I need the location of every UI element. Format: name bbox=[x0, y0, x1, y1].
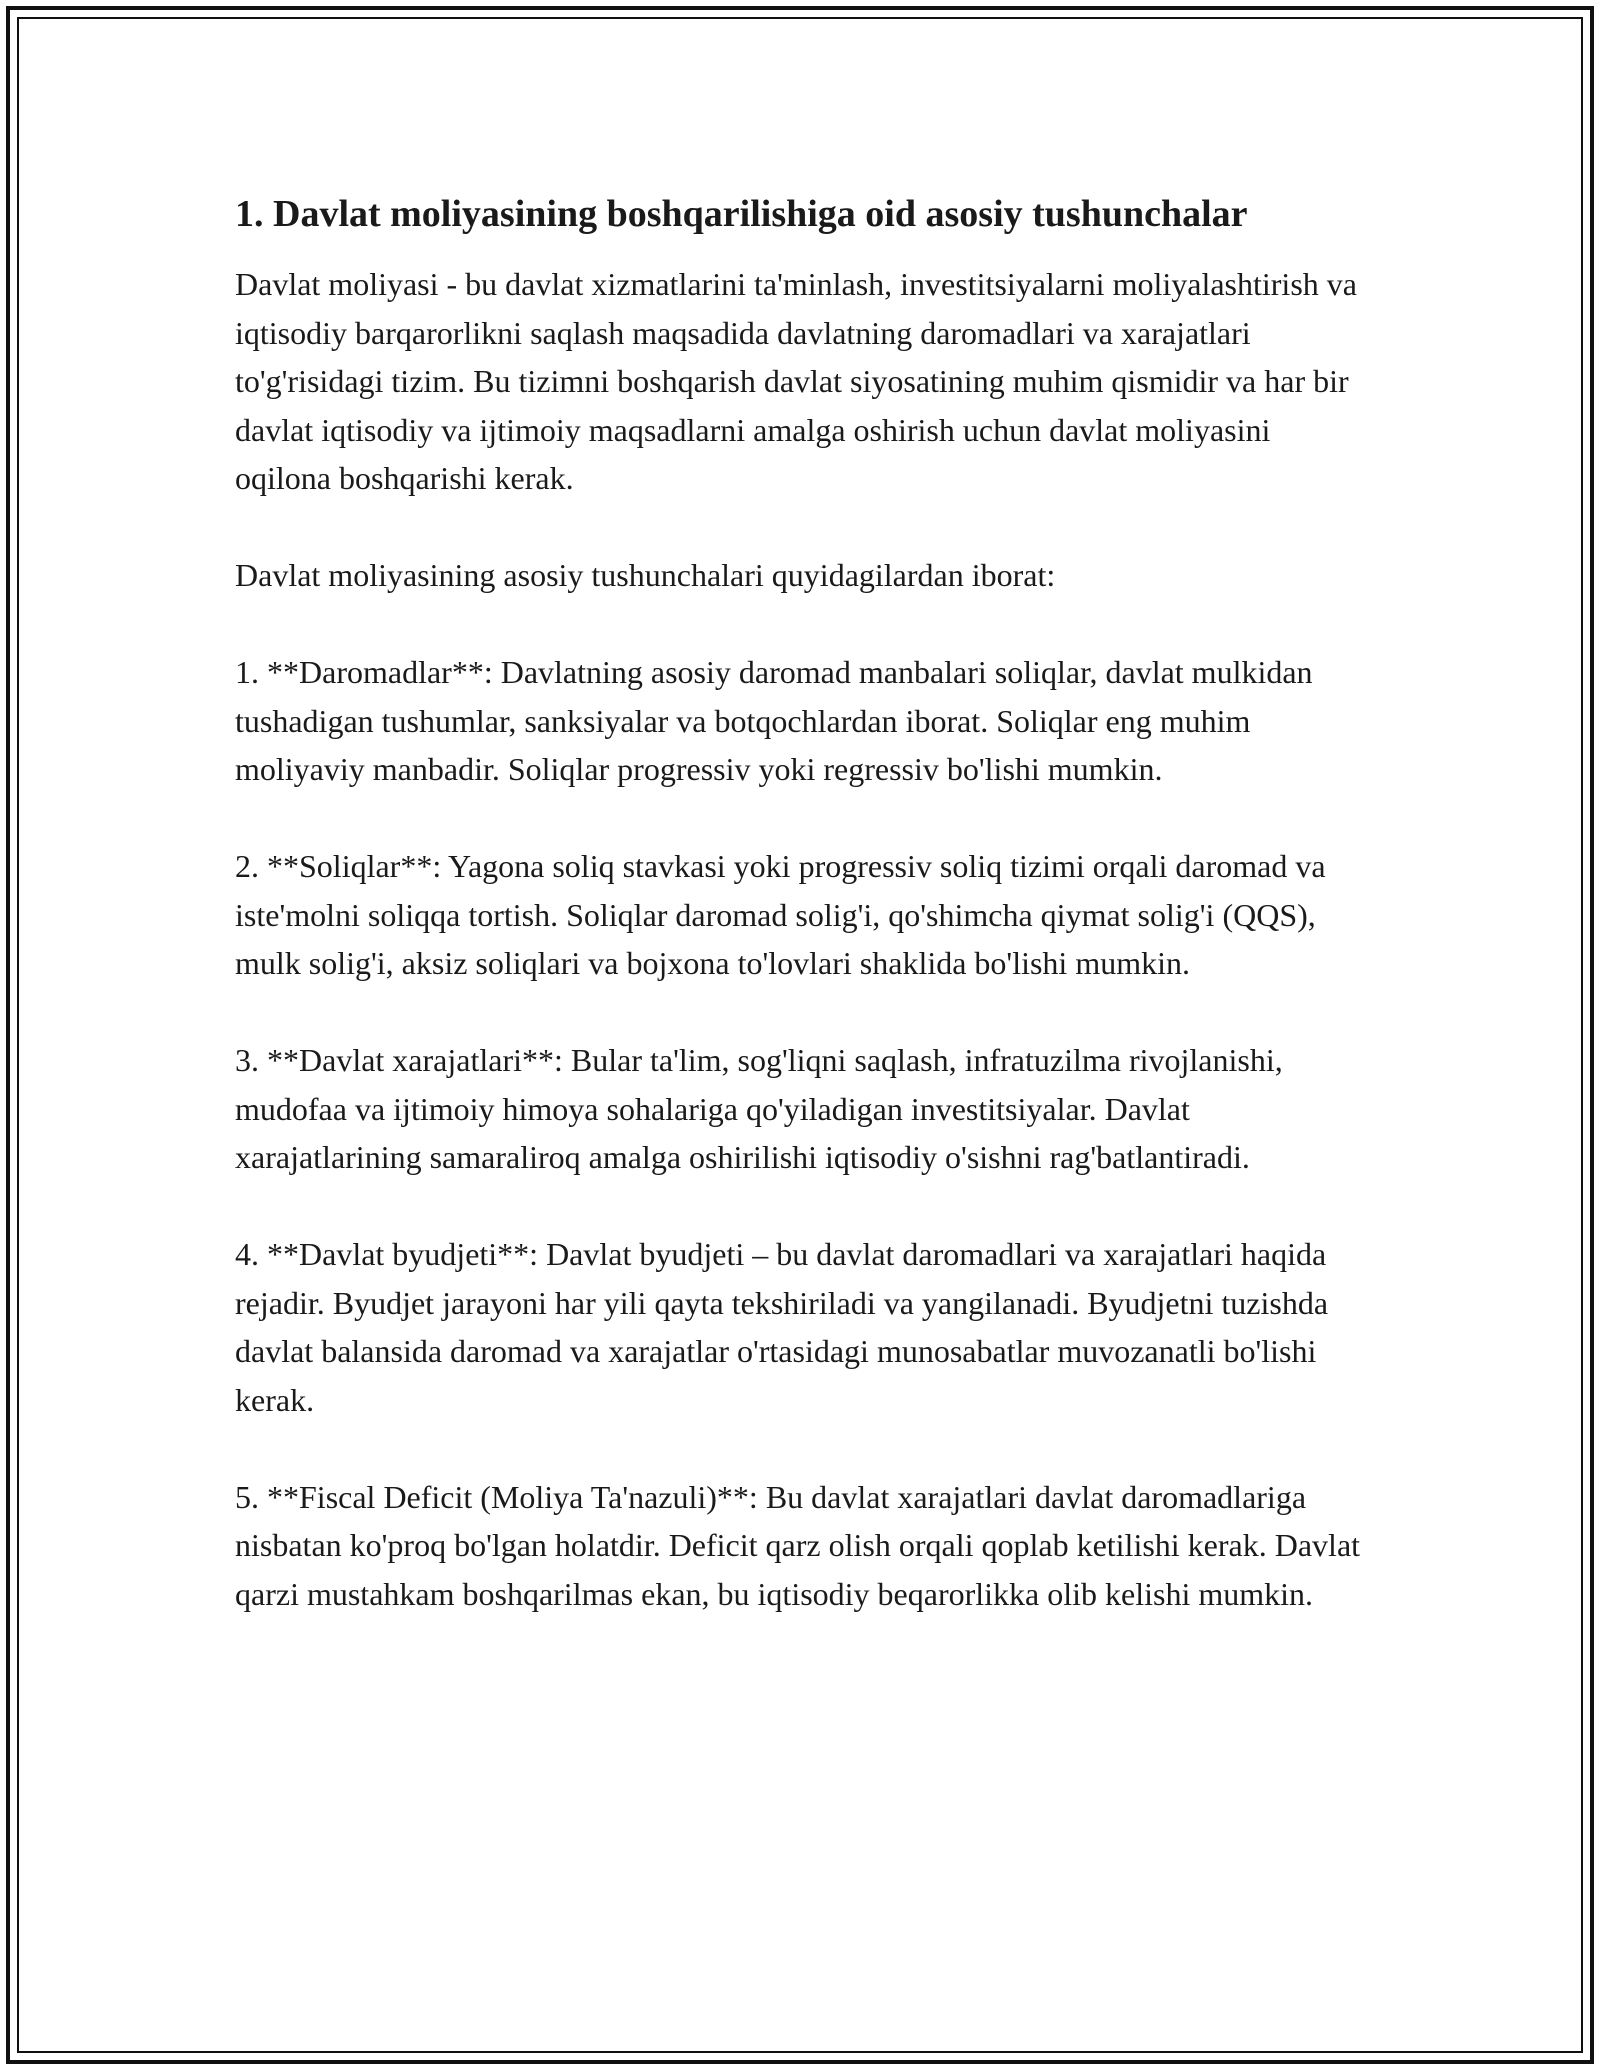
paragraph-intro: Davlat moliyasi - bu davlat xizmatlarini ta'minlash, investitsiyalarni moliyalashtirish va iqtisodiy barqarorlikni saqlash maqsadida davlatning daromadlari va xarajatlari to'g'risidagi tizim. Bu tizimni boshqarish davlat siyosatining muhim qismidir va har bir davlat iqtisodiy va ijtimoiy maqsadlarni amalga oshirish uchun davlat moliyasini oqilona boshqarishi kerak. bbox=[235, 266, 1357, 496]
paragraph-item-daromadlar: 1. **Daromadlar**: Davlatning asosiy daromad manbalari soliqlar, davlat mulkidan tushadigan tushumlar, sanksiyalar va botqochlardan iborat. Soliqlar eng muhim moliyaviy manbadir. Soliqlar progressiv yoki regressiv bo'lishi mumkin. bbox=[235, 654, 1313, 787]
paragraph-item-davlat-xarajatlari: 3. **Davlat xarajatlari**: Bular ta'lim, sog'liqni saqlash, infratuzilma rivojlanishi, mudofaa va ijtimoiy himoya sohalariga qo'yiladigan investitsiyalar. Davlat xarajatlarining samaraliroq amalga oshirilishi iqtisodiy o'sishni rag'batlantiradi. bbox=[235, 1042, 1283, 1175]
document-title: 1. Davlat moliyasining boshqarilishiga oid asosiy tushunchalar bbox=[235, 193, 1248, 235]
paragraph-lead-in: Davlat moliyasining asosiy tushunchalari quyidagilardan iborat: bbox=[235, 557, 1056, 593]
paragraph-item-fiscal-deficit: 5. **Fiscal Deficit (Moliya Ta'nazuli)**: Bu davlat xarajatlari davlat daromadlariga nisbatan ko'proq bo'lgan holatdir. Deficit qarz olish orqali qoplab ketilishi kerak. Davlat qarzi mustahkam boshqarilmas ekan, bu iqtisodiy beqarorlikka olib kelishi mumkin. bbox=[235, 1478, 1361, 1612]
paragraph-item-soliqlar: 2. **Soliqlar**: Yagona soliq stavkasi yoki progressiv soliq tizimi orqali daromad va iste'molni soliqqa tortish. Soliqlar daromad solig'i, qo'shimcha qiymat solig'i (QQS), mulk solig'i, aksiz soliqlari va bojxona to'lovlari shaklida bo'lishi mumkin. bbox=[235, 848, 1326, 981]
paragraph-item-davlat-byudjeti: 4. **Davlat byudjeti**: Davlat byudjeti – bu davlat daromadlari va xarajatlari haqida rejadir. Byudjet jarayoni har yili qayta tekshiriladi va yangilanadi. Byudjetni tuzishda davlat balansida daromad va xarajatlar o'rtasidagi munosabatlar muvozanatli bo'lishi kerak. bbox=[235, 1236, 1329, 1418]
document-body bbox=[235, 188, 1365, 1667]
